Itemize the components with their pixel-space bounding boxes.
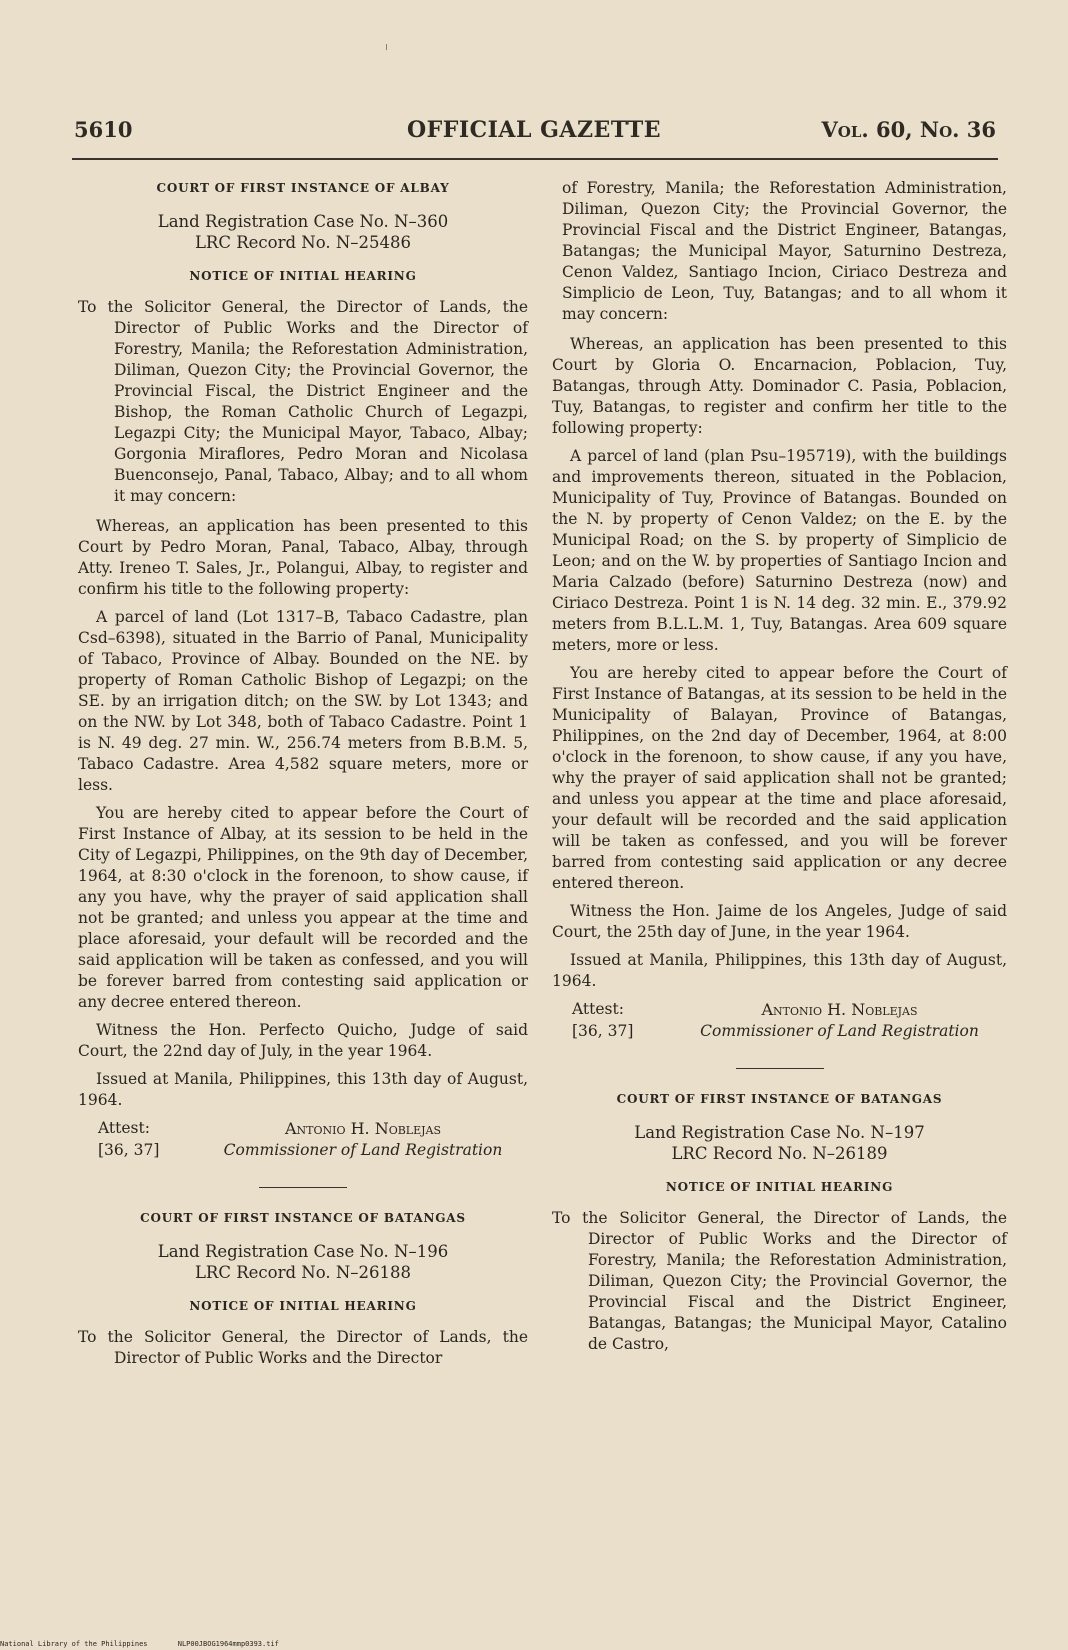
case-info [552,1122,1007,1164]
page-number: 5610 [74,117,133,142]
section-separator [736,1068,824,1069]
property-paragraph: A parcel of land (Lot 1317–B, Tabaco Cadastre, plan Csd–6398), situated in the Barrio of Panal, Municipality of Tabaco, Province of Albay. Bounded on the NE. by property of Roman Catholic Bishop of Legazpi; on the SE. by an irrigation ditch; on the SW. by Lot 1343; and on the NW. by Lot 348, both of Tabaco Cadastre. Point 1 is N. 49 deg. 27 min. W., 256.74 meters from B.B.M. 5, Tabaco Cadastre. Area 4,582 square meters, more or less. [78,608,528,794]
scan-footer [0,1640,305,1648]
issue-reference: [36, 37] [572,1022,634,1040]
witness-paragraph: Witness the Hon. Jaime de los Angeles, Judge of said Court, the 25th day of June, in the year 1964. [552,902,1007,941]
notice-title: NOTICE OF INITIAL HEARING [189,269,417,283]
notice-batangas-n196-continued [552,178,1007,1042]
publication-title: OFFICIAL GAZETTE [406,117,662,143]
case-number: Land Registration Case No. N–196 [157,1242,449,1261]
section-separator [259,1187,347,1188]
attest-signatory: Antonio H. Noblejas [761,1000,918,1019]
notice-albay-n360 [78,178,528,1161]
scan-mark [386,44,387,50]
attest-role: Commissioner of Land Registration [223,1141,503,1159]
attestation-block [572,999,1007,1042]
scan-filename: NLP00JBOG1964mmp0393.tif [177,1640,279,1648]
notice-title: NOTICE OF INITIAL HEARING [665,1180,894,1194]
issued-paragraph: Issued at Manila, Philippines, this 13th day of August, 1964. [78,1070,528,1109]
header-rule [72,158,998,160]
addressees-paragraph: To the Solicitor General, the Director of Lands, the Director of Public Works and the Director of Forestry, Manila; the Reforestation Administration, Diliman, Quezon City; the Provincial Governor, the Provincial Fiscal and the District Engineer, Batangas, Batangas; the Municipal Mayor, Catalino de Castro, [552,1209,1007,1353]
citation-paragraph: You are hereby cited to appear before the Court of First Instance of Batangas, at its session to be held in the Municipality of Balayan, Province of Batangas, Philippines, on the 2nd day of December, 1964, at 8:00 o'clock in the forenoon, to show cause, if any you have, why the prayer of said application shall not be granted; and unless you appear at the time and place aforesaid, your default will be recorded and the said application will be taken as confessed, and you will be forever barred from contesting said application or any decree entered thereon. [552,664,1007,892]
attestation-block [98,1118,528,1161]
property-paragraph: A parcel of land (plan Psu–195719), with the buildings and improvements thereon, situated in the Poblacion, Municipality of Tuy, Province of Batangas. Bounded on the N. by property of Cenon Valdez; on the E. by the Municipal Road; on the S. by property of Simplicio de Leon; and on the W. by properties of Santiago Incion and Maria Calzado (before) Saturnino Destreza (now) and Ciriaco Destreza. Point 1 is N. 14 deg. 32 min. E., 379.92 meters from B.L.L.M. 1, Tuy, Batangas. Area 609 square meters, more or less. [552,447,1007,654]
notice-batangas-n196 [78,1208,528,1369]
case-info [78,211,528,253]
attest-label: Attest: [572,1000,624,1018]
notice-title: NOTICE OF INITIAL HEARING [189,1299,417,1313]
court-heading: COURT OF FIRST INSTANCE OF ALBAY [156,181,450,195]
witness-paragraph: Witness the Hon. Perfecto Quicho, Judge of said Court, the 22nd day of July, in the year 1964. [78,1021,528,1060]
attest-role: Commissioner of Land Registration [700,1022,979,1040]
addressees-paragraph: To the Solicitor General, the Director of Lands, the Director of Public Works and the Director [78,1328,528,1367]
application-paragraph: Whereas, an application has been presented to this Court by Gloria O. Encarnacion, Poblacion, Tuy, Batangas, through Atty. Dominador C. Pasia, Poblacion, Tuy, Batangas, to register and confirm her title to the following property: [552,335,1007,437]
addressees-paragraph: To the Solicitor General, the Director of Lands, the Director of Public Works and the Director of Forestry, Manila; the Reforestation Administration, Diliman, Quezon City; the Provincial Governor, the Provincial Fiscal, the District Engineer and the Bishop, the Roman Catholic Church of Legazpi, Legazpi City; the Municipal Mayor, Tabaco, Albay; Gorgonia Miraflores, Pedro Moran and Nicolasa Buenconsejo, Panal, Tabaco, Albay; and to all whom it may concern: [78,298,528,505]
record-number: LRC Record No. N–26189 [671,1144,888,1163]
notice-batangas-n197 [552,1089,1007,1355]
attest-signatory: Antonio H. Noblejas [284,1119,442,1138]
library-credit: National Library of the Philippines [0,1640,148,1648]
application-paragraph: Whereas, an application has been presented to this Court by Pedro Moran, Panal, Tabaco, Albay, through Atty. Ireneo T. Sales, Jr., Polangui, Albay, to register and confirm his title to the following property: [78,517,528,598]
left-column [78,178,528,1378]
attest-label: Attest: [98,1119,150,1137]
record-number: LRC Record No. N–26188 [194,1263,412,1282]
case-number: Land Registration Case No. N–360 [157,212,449,231]
issued-paragraph: Issued at Manila, Philippines, this 13th day of August, 1964. [552,951,1007,990]
case-number: Land Registration Case No. N–197 [634,1123,925,1142]
issue-reference: [36, 37] [98,1141,160,1159]
record-number: LRC Record No. N–25486 [194,233,412,252]
case-info [78,1241,528,1283]
court-heading: COURT OF FIRST INSTANCE OF BATANGAS [140,1211,466,1225]
addressees-continued: of Forestry, Manila; the Reforestation Administration, Diliman, Quezon City; the Provincial Governor, the Provincial Fiscal and the District Engineer, Batangas, Batangas; the Municipal Mayor, Saturnino Destreza, Cenon Valdez, Santiago Incion, Ciriaco Destreza and Simplicio de Leon, Tuy, Batangas; and to all whom it may concern: [562,179,1007,323]
court-heading: COURT OF FIRST INSTANCE OF BATANGAS [616,1092,943,1106]
right-column [552,178,1007,1364]
citation-paragraph: You are hereby cited to appear before the Court of First Instance of Albay, at its session to be held in the City of Legazpi, Philippines, on the 9th day of December, 1964, at 8:30 o'clock in the forenoon, to show cause, if any you have, why the prayer of said application shall not be granted; and unless you appear at the time and place aforesaid, your default will be recorded and the said application will be taken as confessed, and you will be forever barred from contesting said application or any decree entered thereon. [78,804,528,1011]
volume-number: Vol. 60, No. 36 [821,117,996,142]
